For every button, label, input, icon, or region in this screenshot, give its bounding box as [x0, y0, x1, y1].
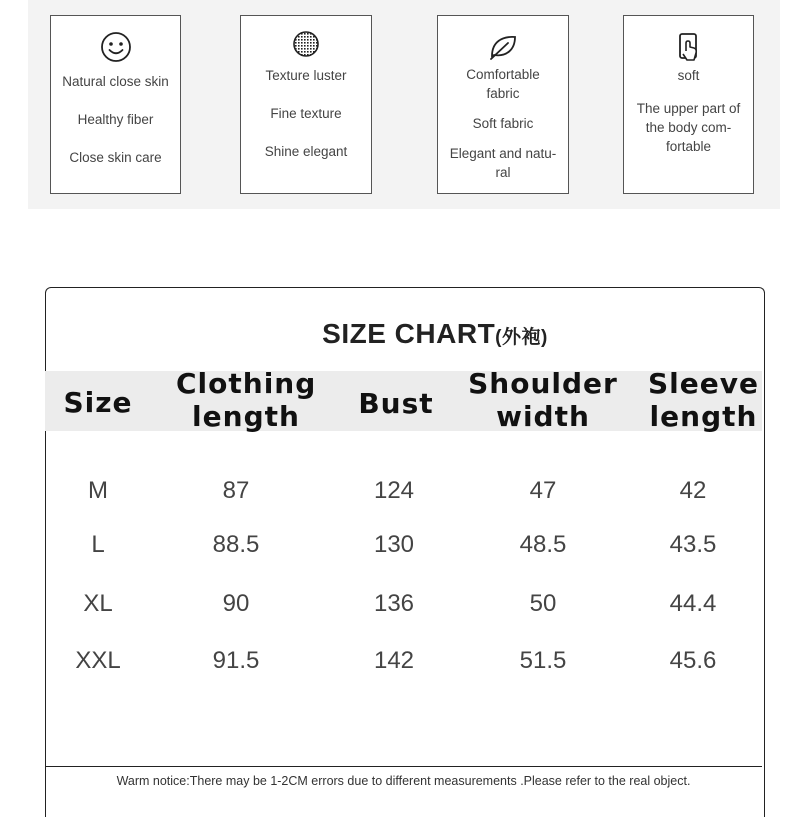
size-chart-title	[35, 318, 800, 350]
cell-clothing-length: 91.5	[212, 647, 260, 674]
cell-bust: 130	[373, 531, 415, 558]
cell-shoulder-width: 47	[529, 477, 557, 504]
phone-touch-icon	[672, 30, 706, 64]
size-chart-title-text: SIZE CHART	[322, 318, 496, 349]
cell-sleeve-length: 43.5	[669, 531, 717, 558]
cell-sleeve-length: 42	[679, 477, 707, 504]
smiley-face-icon	[99, 30, 133, 64]
feature-card-fabric	[437, 15, 569, 194]
feature-line: Soft fabric	[472, 115, 534, 131]
cell-size: L	[91, 531, 105, 558]
feature-line: The upper part of the body com-fortable	[636, 100, 741, 154]
leaf-icon	[486, 30, 520, 64]
cell-clothing-length: 90	[222, 590, 250, 617]
feature-line: Close skin care	[69, 149, 162, 165]
cell-bust: 136	[373, 590, 415, 617]
feature-line: Elegant and natu-ral	[449, 145, 557, 180]
cell-size: XXL	[75, 647, 121, 674]
header-size: Size	[63, 386, 133, 419]
feature-card-soft	[623, 15, 754, 194]
cell-clothing-length: 88.5	[212, 531, 260, 558]
header-sleeve-length: Sleeve length	[648, 367, 759, 433]
feature-line: Shine elegant	[264, 143, 348, 159]
header-bust: Bust	[358, 387, 434, 420]
feature-line: Fine texture	[270, 105, 342, 121]
cell-shoulder-width: 50	[529, 590, 557, 617]
feature-card-natural	[50, 15, 181, 194]
size-chart-title-suffix: (外袍)	[495, 327, 548, 348]
cell-bust: 142	[373, 647, 415, 674]
header-clothing-length: Clothing length	[176, 367, 317, 433]
cell-shoulder-width: 51.5	[519, 647, 567, 674]
cell-size: XL	[83, 590, 113, 617]
cell-sleeve-length: 45.6	[669, 647, 717, 674]
textured-ball-icon	[289, 30, 323, 64]
feature-line: Healthy fiber	[77, 111, 154, 127]
feature-line: soft	[677, 68, 700, 83]
cell-shoulder-width: 48.5	[519, 531, 567, 558]
warm-notice: Warm notice:There may be 1-2CM errors due to different measurements .Please refer to the real object.	[45, 766, 762, 801]
cell-bust: 124	[373, 477, 415, 504]
cell-sleeve-length: 44.4	[669, 590, 717, 617]
feature-line: Comfortable fabric	[466, 67, 540, 101]
feature-card-texture	[240, 15, 372, 194]
feature-line: Natural close skin	[62, 74, 169, 89]
cell-size: M	[88, 477, 108, 504]
feature-line: Texture luster	[265, 68, 347, 83]
header-shoulder-width: Shoulder width	[468, 367, 618, 433]
cell-clothing-length: 87	[222, 477, 250, 504]
